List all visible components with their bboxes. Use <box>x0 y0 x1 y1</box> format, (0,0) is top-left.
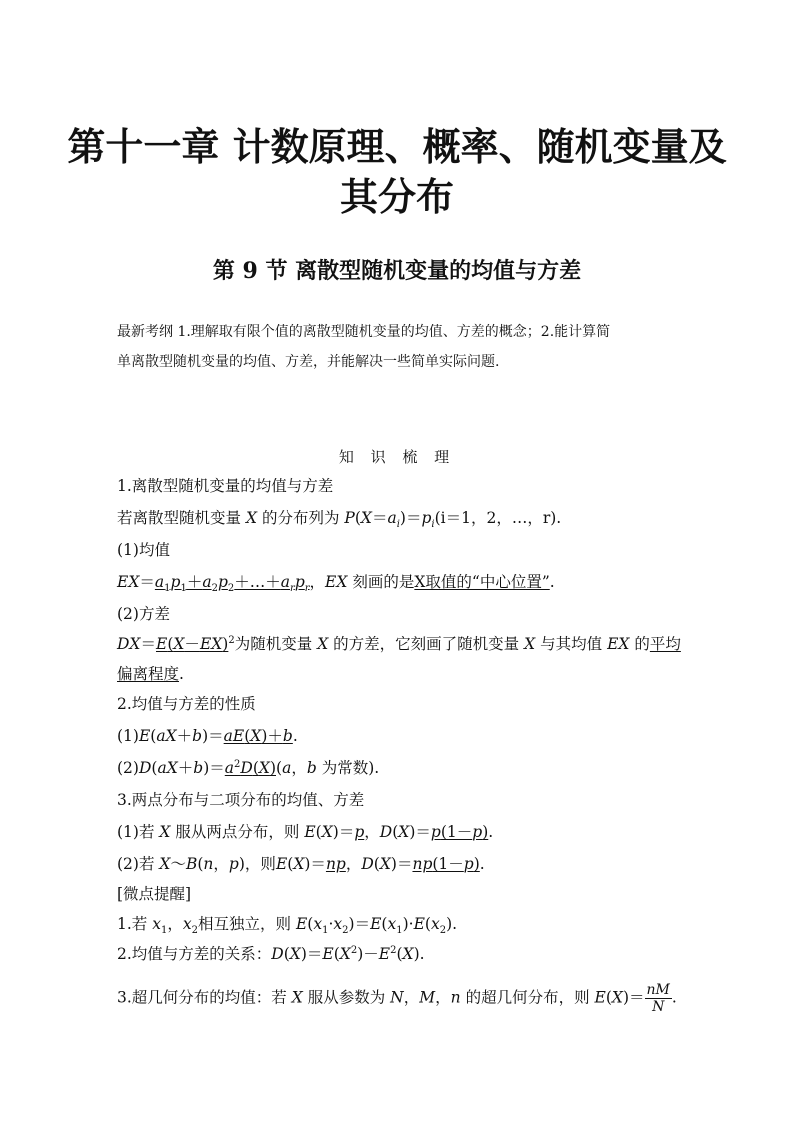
syllabus-line-1: 最新考纲 1.理解取有限个值的离散型随机变量的均值、方差的概念；2.能计算简 <box>117 324 611 340</box>
tips-heading: [微点提醒] <box>117 885 192 903</box>
tip-3: 3.超几何分布的均值：若 X 服从参数为 N，M，n 的超几何分布，则 E(X)＝ $\frac{nM}{N}$ . <box>117 982 677 1015</box>
hypergeometric-mean-fraction: $\frac{nM}{N}$ <box>646 982 670 1015</box>
heading-1: 1.离散型随机变量的均值与方差 <box>117 477 334 495</box>
syllabus-line-2: 单离散型随机变量的均值、方差，并能解决一些简单实际问题. <box>117 354 500 370</box>
tip-1: 1.若 $x_1$，$x_2$相互独立，则 $E(x_1\cdot x_2)=E(x_1)\cdot E(x_2)$. <box>117 915 458 937</box>
binomial-distribution: (2)若 X～B(n，p)，则E(X)＝np，D(X)＝np(1－p). <box>117 855 485 873</box>
heading-2: 2.均值与方差的性质 <box>117 695 256 713</box>
variance-answer-blank-1: 平均 <box>649 635 681 653</box>
variance-formula: $DX=E(X-EX)^2$为随机变量 X 的方差，它刻画了随机变量 X 与其均值 EX 的平均 <box>117 634 681 653</box>
heading-3: 3.两点分布与二项分布的均值、方差 <box>117 791 365 809</box>
property-linear-variance: $(2)D(aX+b)=a^2D(X)(a$，b 为常数). <box>117 758 380 777</box>
chapter-title-line-1: 第十一章 计数原理、概率、随机变量及 <box>67 124 727 169</box>
tip-2: 2.均值与方差的关系：$D(X)=E(X^2)-E^2(X)$. <box>117 944 425 963</box>
variance-formula-continued: 偏离程度. <box>117 665 184 683</box>
knowledge-heading: 知 识 梳 理 <box>338 448 456 466</box>
chapter-title-line-2: 其分布 <box>339 174 454 219</box>
variance-answer-blank-2: 偏离程度 <box>117 665 180 683</box>
two-point-distribution: (1)若 X 服从两点分布，则 E(X)＝p，D(X)＝p(1－p). <box>117 823 494 841</box>
distribution-intro: 若离散型随机变量 X 的分布列为 $P(X=a_i)=p_i(i=1$，2，…，r). <box>117 509 562 531</box>
mean-formula: $EX=a_1p_1+a_2p_2+\dots+a_rp_r$，EX 刻画的是X取值的“中心位置”. <box>117 573 555 595</box>
subheading-mean: (1)均值 <box>117 541 170 559</box>
subheading-variance: (2)方差 <box>117 605 170 623</box>
mean-answer-blank: X取值的“中心位置” <box>414 573 550 591</box>
section-title: 第 9 节 离散型随机变量的均值与方差 <box>212 258 582 284</box>
property-linear-mean: (1)E(aX＋b)＝aE(X)＋b. <box>117 727 298 745</box>
